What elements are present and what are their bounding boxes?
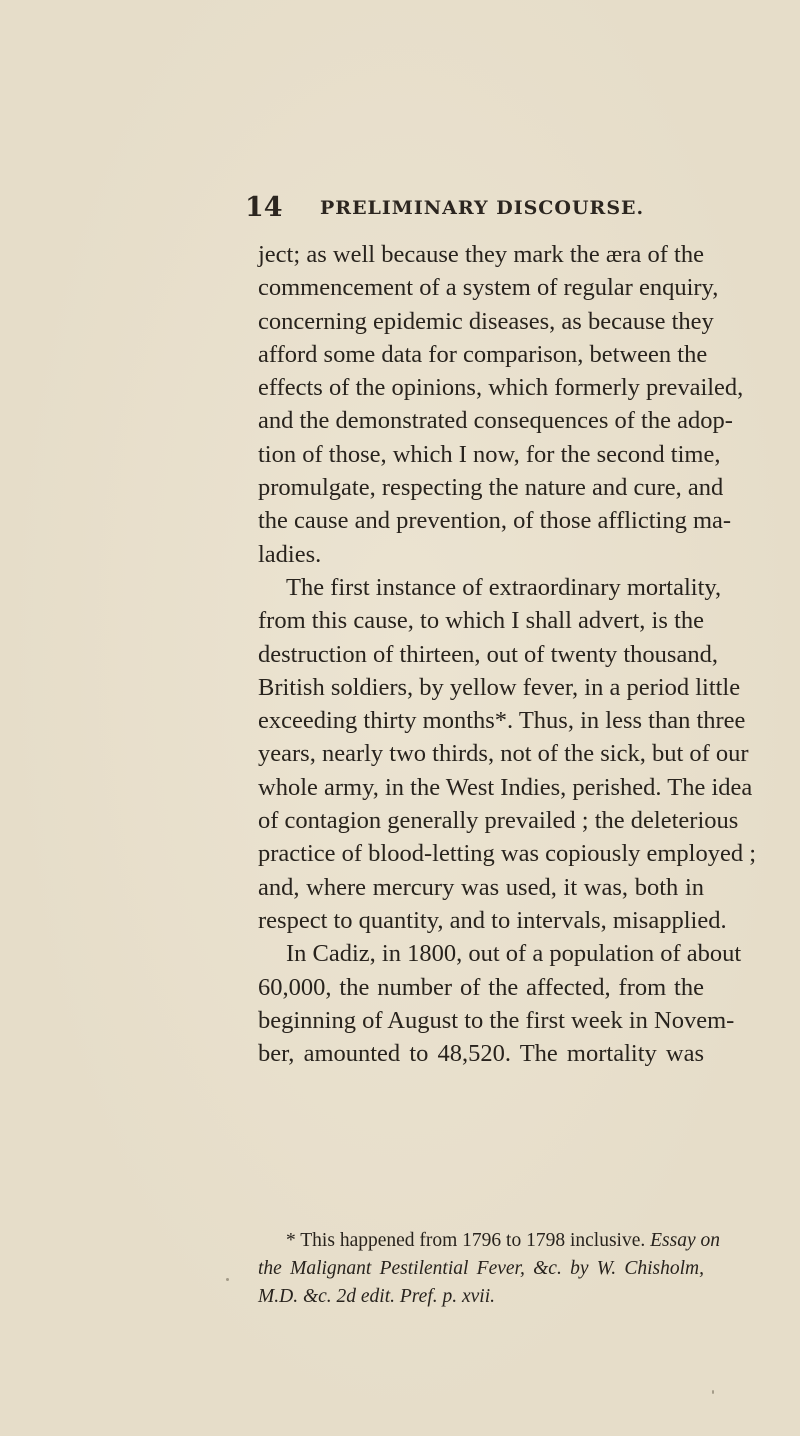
text-line: the cause and prevention, of those afflicting ma- — [258, 507, 732, 535]
footnote-line — [258, 1227, 721, 1255]
text-line: exceeding thirty months*. Thus, in less than three — [258, 707, 746, 735]
paper-speck — [226, 1278, 229, 1281]
text-line: years, nearly two thirds, not of the sick, but of our — [258, 740, 749, 768]
text-line: destruction of thirteen, out of twenty thousand, — [258, 640, 718, 668]
text-line: beginning of August to the first week in Novem- — [258, 1006, 735, 1034]
text-line: tion of those, which I now, for the second time, — [258, 440, 721, 468]
text-line: ber, amounted to 48,520. The mortality was — [258, 1040, 704, 1068]
text-line: of contagion generally prevailed ; the deleterious — [258, 807, 739, 835]
text-line: 60,000, the number of the affected, from the — [258, 973, 704, 1001]
text-line: commencement of a system of regular enquiry, — [258, 274, 719, 302]
text-line: and the demonstrated consequences of the adop- — [258, 407, 733, 435]
text-line: respect to quantity, and to intervals, misapplied. — [258, 906, 727, 934]
text-line: and, where mercury was used, it was, both in — [258, 873, 704, 901]
footnote-line: the Malignant Pestilential Fever, &c. by W. Chisholm, — [258, 1258, 704, 1279]
text-line: effects of the opinions, which formerly prevailed, — [258, 374, 744, 402]
text-line: ject; as well because they mark the æra of the — [258, 241, 704, 268]
text-line: promulgate, respecting the nature and cure, and — [258, 474, 724, 502]
body-text — [258, 238, 757, 1070]
text-line: British soldiers, by yellow fever, in a period little — [258, 673, 741, 701]
text-line: from this cause, to which I shall advert, is the — [258, 607, 704, 635]
text-line: afford some data for comparison, between the — [258, 340, 708, 368]
page-header — [245, 192, 765, 232]
text-line: In Cadiz, in 1800, out of a population of about — [286, 940, 742, 968]
text-line: practice of blood-letting was copiously employed ; — [258, 840, 757, 868]
footnote-citation: Essay on — [650, 1230, 721, 1251]
paper-speck — [712, 1390, 714, 1394]
footnote — [258, 1227, 721, 1311]
running-head: PRELIMINARY DISCOURSE. — [320, 197, 645, 219]
text-line: whole army, in the West Indies, perished. The idea — [258, 773, 753, 801]
text-line: ladies. — [258, 540, 322, 568]
footnote-text: * This happened from 1796 to 1798 inclusive. — [286, 1230, 646, 1251]
text-line: The first instance of extraordinary mortality, — [286, 573, 722, 601]
page-number: 14 — [245, 192, 283, 223]
footnote-line: M.D. &c. 2d edit. Pref. p. xvii. — [258, 1286, 496, 1307]
text-line: concerning epidemic diseases, as because they — [258, 307, 714, 335]
